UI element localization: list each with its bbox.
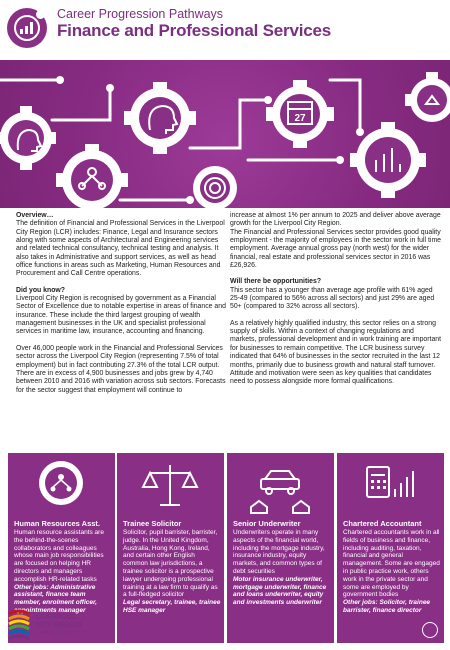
scales-of-justice-icon — [117, 453, 224, 517]
career-pathways-logo-icon — [7, 8, 47, 48]
opportunities-text: This sector has a younger than average age profile with 61% aged 25-49 (compared to 56% across all sectors) and just 29% are aged 50+ (compared to 32% across all sectors). — [230, 286, 435, 311]
card-description: Chartered accountants work in all fields of business and finance, including auditing, taxation, financial and general management. Some are engaged in public practice work, others work in the private sector and some are employed by government bodies — [343, 529, 440, 599]
card-description: Solicitor, pupil barrister, barrister, judge. In the United Kingdom, Australia, Hong Kong, Ireland, and certain other English common law jurisdictions, a trainee solicitor is a prospective lawyer undergoing professional training at a law firm to qualify as a full-fledged solicitor — [123, 529, 218, 599]
footer-logo-line1: LIVERPOOL — [36, 614, 77, 621]
card-chartered-accountant — [337, 453, 444, 643]
card-other-jobs: Other jobs: Solicitor, trainee barrister, finance director — [343, 599, 431, 614]
card-senior-underwriter — [227, 453, 334, 643]
card-title: Chartered Accountant — [343, 519, 422, 528]
card-other-jobs: Other jobs: Administrative assistant, finance team member, enrolment officer, appointments manager — [14, 583, 97, 614]
footer-logo-text — [36, 614, 81, 629]
card-title: Trainee Solicitor — [123, 519, 182, 528]
skills-text: As a relatively highly qualified industry, this sector relies on a strong supply of skills. Within a context of changing regulations and markets, professional development and in work training are important for businesses to remain competitive. The LCR business survey indicated that 64% of businesses in the sector recruited in the last 12 months, primarily due to business growth and natural staff turnover. Attitude and motivation were seen as key qualities that candidates need to possess alongside more formal qualifications. — [230, 319, 442, 386]
corner-pathways-icon — [418, 618, 442, 642]
left-text-column — [16, 212, 228, 403]
overview-heading: Overview… — [16, 212, 54, 219]
card-other-jobs: Motor insurance underwriter, mortgage underwriter, finance and loans underwriter, equity and investments underwriter — [233, 575, 327, 607]
footer-logo-subtext: COMBINED AUTHORITY — [36, 630, 86, 634]
overview-text: The definition of Financial and Professional Services in the Liverpool City Region (LCR) includes: Finance, Legal and Insurance sectors along with some aspects of Architectural and Engineering services and related technical consultancy, technical testing and analysis. It also takes in Administrative and support services, as well as head office functions in areas such as Marketing, Human Resources and Procurement and Call Centre operations. — [16, 220, 225, 278]
card-trainee-solicitor — [117, 453, 224, 643]
card-other-jobs: Legal secretary, trainee, trainee HSE manager — [123, 599, 221, 614]
opportunities-heading: Will there be opportunities? — [230, 278, 322, 286]
card-description: Underwriters operate in many aspects of the financial world, including the mortgage industry, insurance industry, equity markets, and common types of debt securities — [233, 529, 325, 575]
quality-employment-text: The Financial and Professional Services sector provides good quality employment - the majority of employees in the sector work in full time employment. Average annual gross pay (north west) for the wider financial, real estate and professional services sector in 2016 was £26,926. — [230, 228, 442, 270]
card-description: Human resource assistants are the behind-the-scenes collaborators and colleagues whose main job responsibilities are focused on helping HR directors and managers accomplish HR-related tasks — [14, 529, 104, 583]
car-house-insurance-icon — [227, 453, 334, 517]
hero-illustration — [0, 60, 450, 208]
page-title: Finance and Professional Services — [57, 21, 332, 40]
right-text-column — [230, 212, 442, 395]
page-subtitle: Career Progression Pathways — [57, 7, 224, 21]
footer-logo-line2: CITY REGION — [36, 621, 82, 629]
continued-text: increase at almost 1% per annum to 2025 and deliver above average growth for the Liverpool City Region. — [230, 212, 441, 228]
liverpool-city-region-logo-icon — [6, 608, 32, 640]
card-title: Senior Underwriter — [233, 519, 301, 528]
card-title: Human Resources Asst. — [14, 519, 101, 528]
people-network-icon — [8, 453, 115, 517]
calculator-chart-icon — [337, 453, 444, 517]
did-you-know-heading: Did you know? — [16, 286, 65, 294]
did-you-know-text: Liverpool City Region is recognised by government as a Financial Sector of Excellence due to notable expertise in areas of finance and insurance. These include the third largest grouping of wealth management businesses in the UK and specialist professional services in maritime law, insurance, accounting and financing. — [16, 295, 226, 336]
people-employment-text: Over 46,000 people work in the Financial and Professional Services sector across the Liverpool City Region (representing 7.5% of total employment) but in fact contributing 27.3% of the total LCR output. There are in excess of 4,900 businesses and jobs grew by 4,740 between 2010 and 2016 with variation across sub sectors. Forecasts for the sector suggest that employment will continue to — [16, 344, 226, 394]
calendar-number: 27 — [294, 113, 306, 124]
hero-banner — [0, 60, 450, 208]
